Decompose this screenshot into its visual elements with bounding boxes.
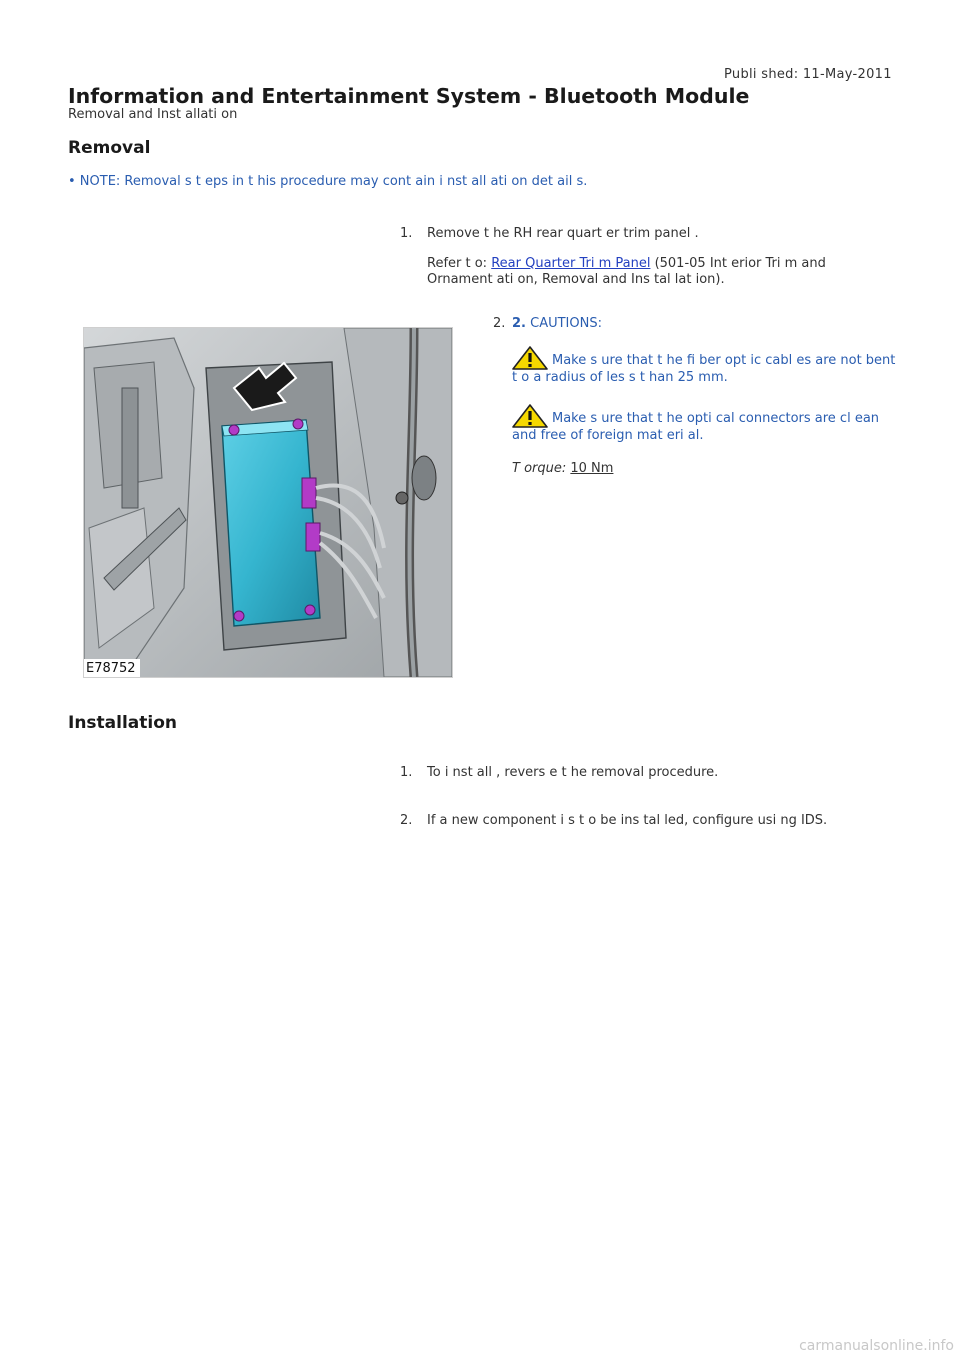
warning-icon (512, 346, 548, 370)
cautions-heading (512, 316, 602, 331)
removal-heading: Removal (68, 138, 151, 158)
page-title: Information and Entertainment System - Bluetooth Module (68, 84, 750, 108)
removal-step-1-text: Remove t he RH rear quart er trim panel . (427, 226, 699, 241)
installation-step-1-text: To i nst all , revers e t he removal procedure. (427, 765, 719, 780)
removal-step-1-refer (427, 256, 867, 288)
torque-spec (512, 461, 613, 476)
torque-value: 10 Nm (570, 461, 614, 476)
removal-step-1-number: 1. (400, 226, 413, 241)
page-subtitle: Removal and Inst allati on (68, 107, 238, 122)
installation-step-2-text: If a new component i s t o be ins tal led, configure usi ng IDS. (427, 813, 828, 828)
bluetooth-module-illustration (83, 327, 453, 678)
caution-1-line-2: t o a radius of les s t han 25 mm. (512, 370, 728, 385)
refer-prefix: Refer t o: (427, 256, 492, 271)
caution-2-line-2: and free of foreign mat eri al. (512, 428, 704, 443)
caution-fiber-radius (512, 346, 902, 386)
cautions-label: CAUTIONS: (525, 316, 602, 331)
refer-line-2: Ornament ati on, Removal and Ins tal lat ion). (427, 272, 725, 287)
torque-label: T orque: (512, 461, 571, 476)
watermark: carmanualsonline.info (799, 1338, 954, 1354)
rear-quarter-trim-panel-link[interactable]: Rear Quarter Tri m Panel (491, 256, 651, 271)
caution-1-line-1: Make s ure that t he fi ber opt ic cabl es are not bent (552, 353, 896, 368)
published-date: Publi shed: 11-May-2011 (724, 67, 892, 82)
caution-connector-clean (512, 404, 902, 444)
module-drawing (84, 328, 452, 677)
installation-step-2-number: 2. (400, 813, 413, 828)
warning-icon (512, 404, 548, 428)
installation-heading: Installation (68, 713, 178, 733)
removal-note: • NOTE: Removal s t eps in t his procedure may cont ain i nst all ati on det ail s. (68, 174, 588, 189)
installation-step-1-number: 1. (400, 765, 413, 780)
figure-label: E78752 (84, 659, 140, 677)
cautions-step-bold: 2. (512, 316, 526, 331)
refer-suffix: (501-05 Int erior Tri m and (650, 256, 826, 271)
caution-2-line-1: Make s ure that t he opti cal connectors are cl ean (552, 411, 880, 426)
removal-step-2-number: 2. (493, 316, 506, 331)
